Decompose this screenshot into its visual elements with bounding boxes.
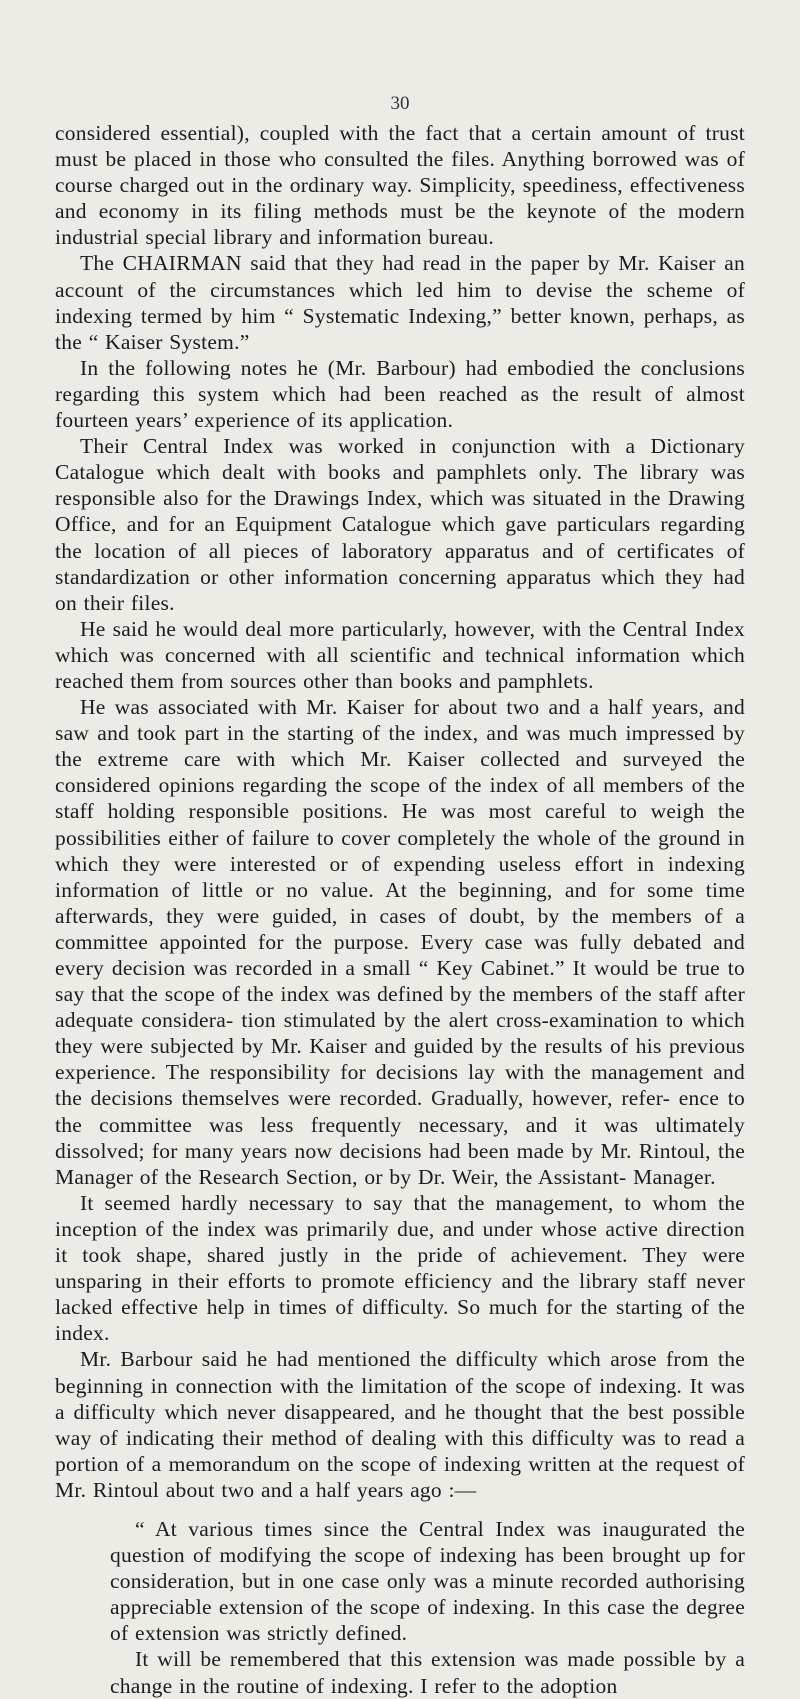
quoted-paragraph: It will be remembered that this extension was made possible by a change in the routine of indexing. I refer to the adoption — [110, 1647, 745, 1698]
page-number: 30 — [390, 93, 410, 114]
paragraph: considered essential), coupled with the fact that a certain amount of trust must be placed in those who consulted the files. Anything borrowed was of course charged out in the ordinary way. Simplicity, speediness, effectiveness and economy in its filing methods must be the keynote of the modern industrial special library and information bureau. — [55, 121, 745, 250]
paragraph: In the following notes he (Mr. Barbour) had embodied the conclusions regarding this system which had been reached as the result of almost fourteen years’ experience of its application. — [55, 355, 745, 433]
paragraph: He was associated with Mr. Kaiser for about two and a half years, and saw and took part in the starting of the index, and was much impressed by the extreme care with which Mr. Kaiser collected and surveyed the considered opinions regarding the scope of the index of all members of the staff holding responsible positions. He was most careful to weigh the possibilities either of failure to cover completely the whole of the ground in which they were interested or of expending useless effort in indexing information of little or no value. At the beginning, and for some time afterwards, they were guided, in cases of doubt, by the members of a committee appointed for the purpose. Every case was fully debated and every decision was recorded in a small “ Key Cabinet.” It would be true to say that the scope of the index was defined by the members of the staff after adequate considera- tion stimulated by the alert cross-examination to which they were subjected by Mr. Kaiser and guided by the results of his previous experience. The responsibility for decisions lay with the management and the decisions themselves were recorded. Gradually, however, refer- ence to the committee was less frequently necessary, and it was ultimately dissolved; for many years now decisions had been made by Mr. Rintoul, the Manager of the Research Section, or by Dr. Weir, the Assistant- Manager. — [55, 695, 745, 1189]
paragraph: Their Central Index was worked in conjunction with a Dictionary Catalogue which dealt with books and pamphlets only. The library was responsible also for the Drawings Index, which was situated in the Drawing Office, and for an Equipment Catalogue which gave particulars regarding the location of all pieces of laboratory apparatus and of certificates of standardization or other information concerning apparatus which they had on their files. — [55, 434, 745, 615]
paragraph: Mr. Barbour said he had mentioned the difficulty which arose from the beginning in connection with the limitation of the scope of indexing. It was a difficulty which never disappeared, and he thought that the best possible way of indicating their method of dealing with this difficulty was to read a portion of a memorandum on the scope of indexing written at the request of Mr. Rintoul about two and a half years ago :— — [55, 1347, 745, 1502]
quoted-paragraph: “ At various times since the Central Index was inaugurated the question of modifying the scope of indexing has been brought up for consideration, but in one case only was a minute recorded authorising appreciable extension of the scope of indexing. In this case the degree of extension was strictly defined. — [110, 1516, 745, 1646]
paragraph: He said he would deal more particularly, however, with the Central Index which was concerned with all scientific and technical information which reached them from sources other than books and pamphlets. — [55, 616, 745, 693]
paragraph: It seemed hardly necessary to say that the management, to whom the inception of the index was primarily due, and under whose active direction it took shape, shared justly in the pride of achievement. They were unsparing in their efforts to promote efficiency and the library staff never lacked effective help in times of difficulty. So much for the starting of the index. — [55, 1190, 745, 1346]
body-text — [55, 120, 745, 1699]
paragraph: The CHAIRMAN said that they had read in the paper by Mr. Kaiser an account of the circumstances which led him to devise the scheme of indexing termed by him “ Systematic Indexing,” better known, perhaps, as the “ Kaiser System.” — [55, 251, 745, 354]
